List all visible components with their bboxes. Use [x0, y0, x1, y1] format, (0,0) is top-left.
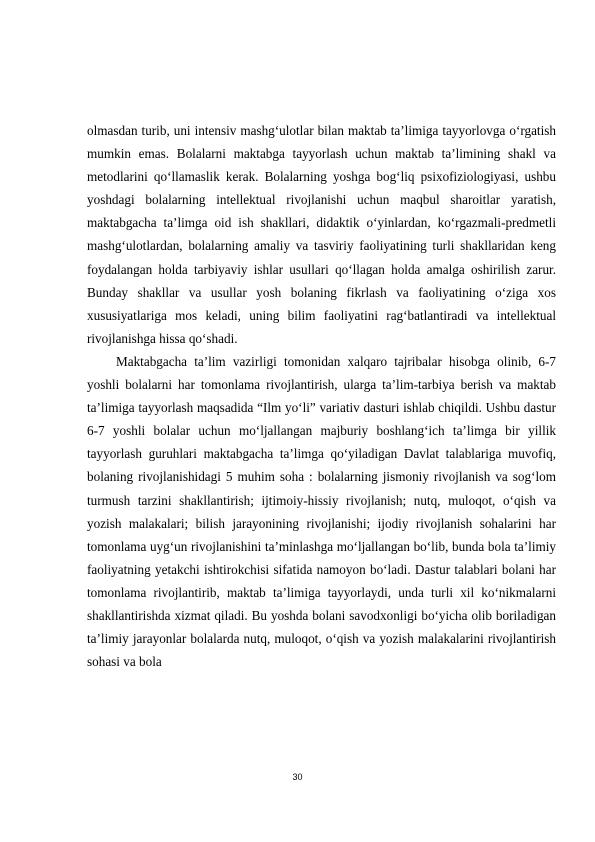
page-number: 30 [292, 772, 303, 782]
paragraph-2: Maktabgacha taʼlim vazirligi tomonidan xalqaro tajribalar hisobga olinib, 6-7 yoshli bolalarni har tomonlama rivojlantirish, ularga taʼlim-tarbiya berish va maktab taʼlimiga tayyorlash maqsadida “Ilm yo‘li” variativ dasturi ishlab chiqildi. Ushbu dastur 6-7 yoshli bolalar uchun moʻljallangan majburiy boshlangʻich taʼlimga bir yillik tayyorlash guruhlari maktabgacha taʼlimga qoʻyiladigan Davlat talablariga muvofiq, bolaning rivojlanishidagi 5 muhim soha : bolalarning jismoniy rivojlanish va sogʻlom turmush tarzini shakllantirish; ijtimoiy-hissiy rivojlanish; nutq, muloqot, oʻqish va yozish malakalari; bilish jarayonining rivojlanishi; ijodiy rivojlanish sohalarini har tomonlama uygʻun rivojlanishini taʼminlashga moʻljallangan boʻlib, bunda bola taʼlimiy faoliyatning yetakchi ishtirokchisi sifatida namoyon boʻladi. Dastur talablari bolani har tomonlama rivojlantirib, maktab taʼlimiga tayyorlaydi, unda turli xil koʻnikmalarni shakllantirishda xizmat qiladi. Bu yoshda bolani savodxonligi boʻyicha olib boriladigan taʼlimiy jarayonlar bolalarda nutq, muloqot, oʻqish va yozish malakalarini rivojlantirish sohasi va bola [87, 353, 556, 670]
body-text [87, 119, 556, 673]
paragraph-1: olmasdan turib, uni intensiv mashgʻulotlar bilan maktab taʼlimiga tayyorlovga oʻrgatish mumkin emas. Bolalarni maktabga tayyorlash uchun maktab taʼlimining shakl va metodlarini qoʻllamaslik kerak. Bolalarning yoshga bogʻliq psixofiziologiyasi, ushbu yoshdagi bolalarning intellektual rivojlanishi uchun maqbul sharoitlar yaratish, maktabgacha taʼlimga oid ish shakllari, didaktik oʻyinlardan, koʻrgazmali-predmetli mashgʻulotlardan, bolalarning amaliy va tasviriy faoliyatining turli shakllaridan keng foydalangan holda tarbiyaviy ishlar usullari qoʻllagan holda amalga oshirilish zarur. Bunday shakllar va usullar yosh bolaning fikrlash va faoliyatining oʻziga xos xususiyatlariga mos keladi, uning bilim faoliyatini ragʻbatlantiradi va intellektual rivojlanishga hissa qoʻshadi. [87, 123, 556, 346]
